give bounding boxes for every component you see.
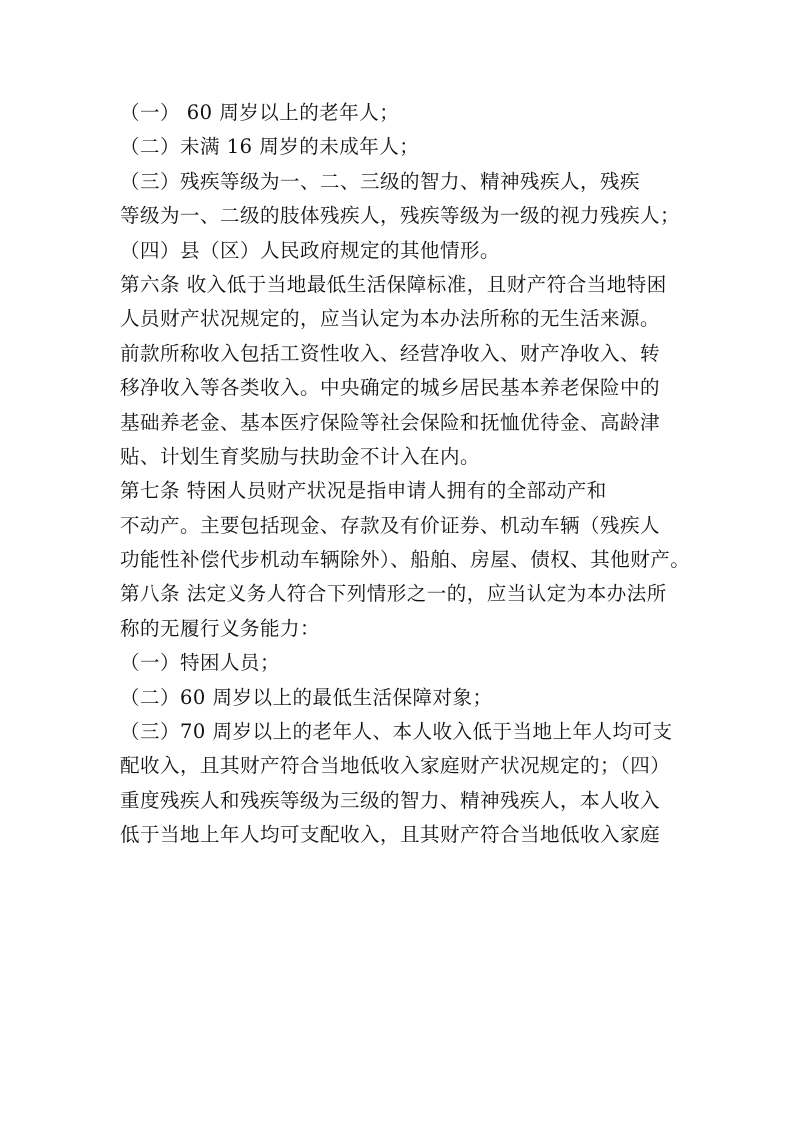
text-line: （一）特困人员；: [120, 651, 281, 675]
text-line: （二）60 周岁以上的最低生活保障对象；: [120, 685, 493, 709]
text-line: （三）70 周岁以上的老年人、本人收入低于当地上年人均可支: [120, 720, 673, 744]
text-line: 基础养老金、基本医疗保险等社会保险和抚恤优待金、高龄津: [120, 410, 661, 434]
text-line: （二）未满 16 周岁的未成年人；: [120, 135, 420, 159]
text-line: 不动产。主要包括现金、存款及有价证券、机动车辆（残疾人: [120, 513, 661, 537]
text-line: 贴、计划生育奖励与扶助金不计入在内。: [120, 444, 481, 468]
text-line: （一） 60 周岁以上的老年人；: [120, 101, 400, 124]
text-line: 第七条 特困人员财产状况是指申请人拥有的全部动产和: [120, 479, 607, 503]
text-line: 功能性补偿代步机动车辆除外）、船舶、房屋、债权、其他财产。: [120, 548, 691, 572]
text-line: 等级为一、二级的肢体残疾人，残疾等级为一级的视力残疾人；: [120, 204, 681, 228]
document-body: [120, 96, 720, 853]
text-line: 第六条 收入低于当地最低生活保障标准，且财产符合当地特困: [120, 272, 667, 296]
text-line: 人员财产状况规定的，应当认定为本办法所称的无生活来源。: [120, 307, 661, 331]
text-line: 重度残疾人和残疾等级为三级的智力、精神残疾人，本人收入: [120, 788, 661, 812]
text-line: 称的无履行义务能力：: [120, 616, 321, 640]
text-line: （三）残疾等级为一、二、三级的智力、精神残疾人，残疾: [120, 169, 641, 193]
text-line: 低于当地上年人均可支配收入，且其财产符合当地低收入家庭: [120, 823, 661, 847]
text-line: 前款所称收入包括工资性收入、经营净收入、财产净收入、转: [120, 341, 661, 365]
text-line: 第八条 法定义务人符合下列情形之一的，应当认定为本办法所: [120, 582, 667, 606]
text-line: 移净收入等各类收入。中央确定的城乡居民基本养老保险中的: [120, 376, 661, 400]
text-line: 配收入，且其财产符合当地低收入家庭财产状况规定的；（四）: [120, 754, 671, 778]
text-line: （四）县（区）人民政府规定的其他情形。: [120, 238, 501, 262]
